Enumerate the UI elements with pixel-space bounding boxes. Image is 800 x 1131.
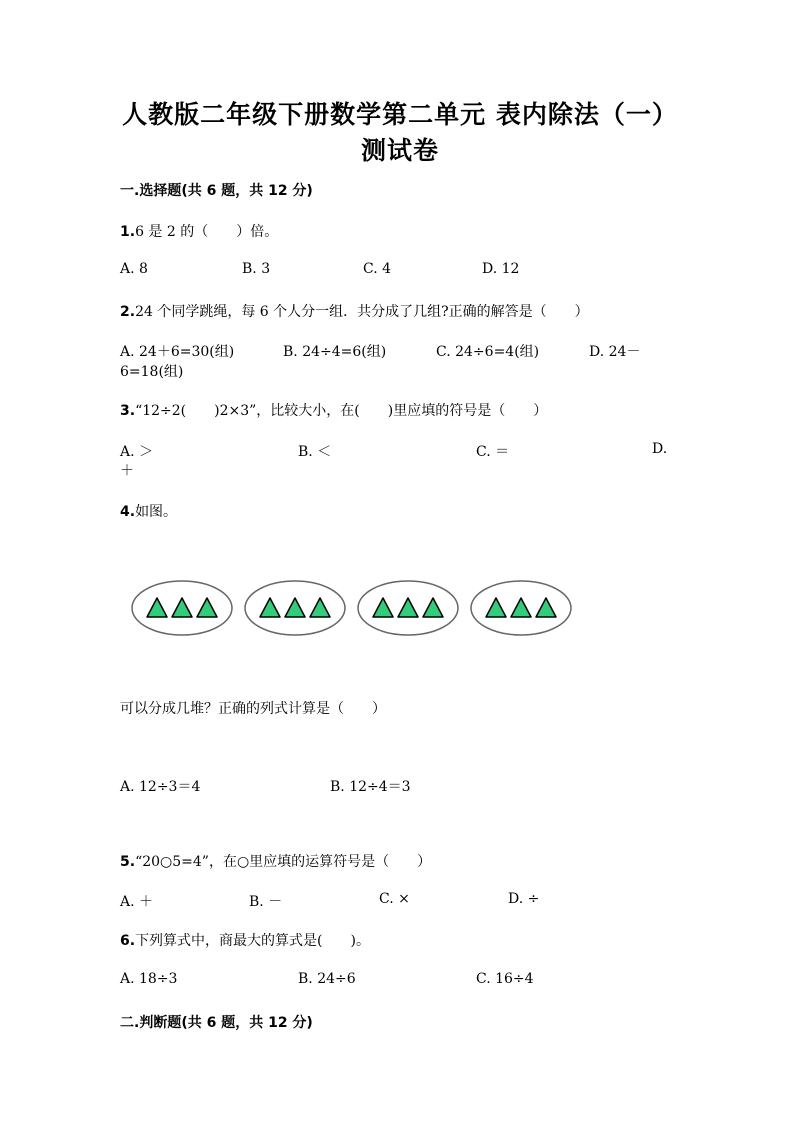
- option-c: C. 16÷4: [476, 971, 534, 987]
- page-title: 人教版二年级下册数学第二单元 表内除法（一）: [122, 100, 678, 129]
- option-c: C. 4: [363, 261, 392, 277]
- question-text: “20○5=4”，在○里应填的运算符号是（ ）: [135, 854, 432, 870]
- section-heading-choice: 一.选择题(共 6 题，共 12 分): [120, 183, 313, 199]
- question-text: “12÷2( )2×3”，比较大小，在( )里应填的符号是（ ）: [135, 403, 548, 419]
- section-heading-judge: 二.判断题(共 6 题，共 12 分): [120, 1015, 313, 1031]
- option-d: D. 24－: [589, 344, 641, 360]
- option-d: D. 12: [482, 261, 520, 277]
- option-b: B. 24÷6: [298, 971, 356, 987]
- question-text: 如图。: [135, 504, 178, 520]
- question-text: 24 个同学跳绳，每 6 个人分一组．共分成了几组?正确的解答是（ ）: [135, 304, 589, 320]
- question-1: [120, 221, 278, 241]
- question-3: [120, 400, 547, 420]
- question-number: 3.: [120, 403, 136, 419]
- question-number: 2.: [120, 304, 136, 320]
- option-b: B. ＜: [298, 444, 332, 460]
- question-text: 下列算式中，商最大的算式是( )。: [135, 933, 370, 949]
- question-4-subtext: 可以分成几堆？正确的列式计算是（ ）: [120, 701, 386, 717]
- option-a: A. 18÷3: [120, 971, 178, 987]
- option-c: C. ×: [379, 891, 410, 907]
- question-number: 1.: [120, 224, 136, 240]
- option-c: C. ＝: [476, 444, 510, 460]
- option-d-continued: ＋: [120, 463, 134, 479]
- option-b: B. 3: [242, 261, 271, 277]
- option-b: B. 12÷4＝3: [330, 779, 411, 795]
- question-5: [120, 851, 431, 871]
- question-4: [120, 501, 177, 521]
- question-number: 6.: [120, 933, 136, 949]
- option-d: D. ÷: [508, 891, 540, 907]
- page-title-line2: 测试卷: [360, 136, 439, 165]
- option-b: B. －: [249, 894, 283, 910]
- option-a: A. ＋: [120, 894, 154, 910]
- question-number: 4.: [120, 504, 136, 520]
- option-d-continued: 6=18(组): [120, 364, 184, 380]
- option-a: A. 24＋6=30(组): [120, 344, 235, 360]
- option-a: A. ＞: [120, 444, 154, 460]
- option-d: D.: [652, 441, 668, 457]
- question-text: 6 是 2 的（ ）倍。: [135, 224, 279, 240]
- option-c: C. 24÷6=4(组): [436, 344, 540, 360]
- question-2: [120, 301, 589, 321]
- question-number: 5.: [120, 854, 136, 870]
- option-a: A. 12÷3＝4: [120, 779, 201, 795]
- question-6: [120, 930, 370, 950]
- option-b: B. 24÷4=6(组): [283, 344, 387, 360]
- option-a: A. 8: [120, 261, 148, 277]
- triangle-groups-figure: [130, 578, 580, 638]
